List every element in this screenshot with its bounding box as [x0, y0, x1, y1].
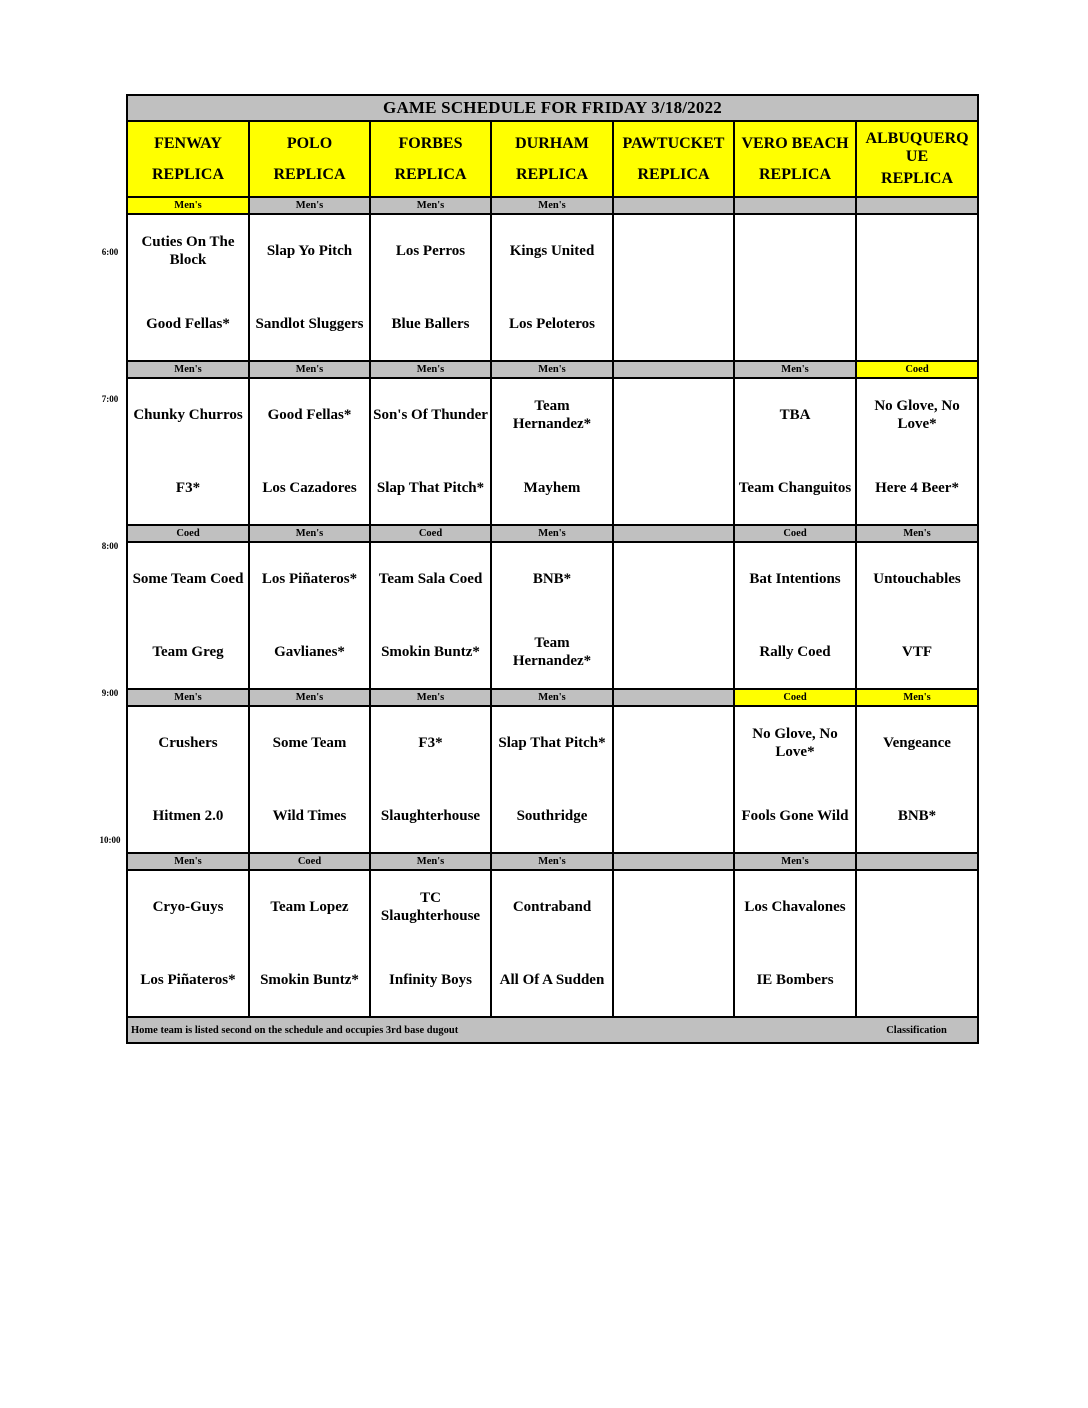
- classification-cell: Men's: [127, 689, 249, 706]
- visiting-team: Slap That Pitch*: [498, 735, 606, 752]
- footer-note: Home team is listed second on the schedule and occupies 3rd base dugout: [127, 1017, 856, 1043]
- game-cell: [491, 378, 613, 525]
- field-subtitle: REPLICA: [151, 166, 224, 183]
- home-team: Mayhem: [523, 479, 581, 496]
- classification-cell: [613, 361, 734, 378]
- visiting-team: Crushers: [158, 735, 218, 752]
- classification-cell: Men's: [127, 361, 249, 378]
- game-row: [127, 870, 978, 1017]
- home-team: Wild Times: [272, 807, 347, 824]
- game-cell: [249, 378, 370, 525]
- game-cell: [127, 542, 249, 689]
- game-cell: [249, 706, 370, 853]
- home-team: All Of A Sudden: [499, 971, 605, 988]
- classification-cell: Coed: [734, 525, 856, 542]
- classification-row: [127, 689, 978, 706]
- game-cell: [613, 542, 734, 689]
- home-team: Infinity Boys: [389, 971, 472, 988]
- visiting-team: BNB*: [532, 571, 572, 588]
- classification-cell: Men's: [856, 689, 978, 706]
- classification-cell: Men's: [127, 197, 249, 214]
- classification-cell: Men's: [370, 361, 491, 378]
- home-team: Gavlianes*: [274, 643, 345, 660]
- visiting-team: Untouchables: [873, 571, 961, 588]
- game-cell: [370, 870, 491, 1017]
- home-team: Smokin Buntz*: [260, 971, 359, 988]
- schedule-table: [126, 94, 979, 1044]
- schedule-title: GAME SCHEDULE FOR FRIDAY 3/18/2022: [127, 95, 978, 121]
- time-label: 8:00: [101, 541, 119, 551]
- field-header-row: [127, 121, 978, 197]
- game-cell: [127, 214, 249, 361]
- home-team: VTF: [902, 643, 933, 660]
- visiting-team: Contraband: [512, 899, 592, 916]
- classification-cell: Men's: [734, 853, 856, 870]
- visiting-team: [614, 543, 733, 616]
- classification-cell: Men's: [127, 853, 249, 870]
- field-name: VERO BEACH: [741, 134, 849, 152]
- game-cell: [491, 214, 613, 361]
- home-team: Los Peloteros: [509, 315, 595, 332]
- game-cell: [370, 542, 491, 689]
- game-cell: [734, 870, 856, 1017]
- classification-cell: Coed: [856, 361, 978, 378]
- classification-cell: Coed: [734, 689, 856, 706]
- classification-cell: Coed: [370, 525, 491, 542]
- home-team: [857, 288, 977, 361]
- home-team: Blue Ballers: [391, 315, 470, 332]
- home-team: [614, 780, 733, 853]
- classification-cell: Men's: [249, 689, 370, 706]
- visiting-team: Los Perros: [395, 243, 466, 260]
- visiting-team: No Glove, No Love*: [874, 398, 960, 433]
- game-row: [127, 378, 978, 525]
- game-cell: [249, 542, 370, 689]
- home-team: Fools Gone Wild: [741, 807, 849, 824]
- classification-cell: Men's: [734, 361, 856, 378]
- visiting-team: [614, 707, 733, 780]
- visiting-team: Some Team: [272, 735, 347, 752]
- game-cell: [856, 706, 978, 853]
- home-team: Hitmen 2.0: [152, 807, 224, 824]
- time-label: 10:00: [99, 835, 121, 845]
- visiting-team: [614, 215, 733, 288]
- visiting-team: Vengeance: [883, 735, 951, 752]
- time-label: 7:00: [101, 394, 119, 404]
- game-cell: [127, 706, 249, 853]
- home-team: BNB*: [897, 807, 937, 824]
- game-cell: [613, 706, 734, 853]
- field-subtitle: REPLICA: [273, 166, 346, 183]
- classification-cell: [856, 197, 978, 214]
- classification-cell: Men's: [370, 853, 491, 870]
- time-label: 6:00: [101, 247, 119, 257]
- home-team: Here 4 Beer*: [875, 479, 959, 496]
- classification-cell: Men's: [249, 525, 370, 542]
- visiting-team: F3*: [418, 735, 443, 752]
- game-row: [127, 214, 978, 361]
- visiting-team: [614, 379, 733, 452]
- home-team: [614, 944, 733, 1017]
- visiting-team: Team Hernandez*: [512, 398, 592, 433]
- game-cell: [613, 870, 734, 1017]
- classification-cell: Men's: [491, 197, 613, 214]
- home-team: [857, 944, 977, 1017]
- classification-cell: Men's: [249, 361, 370, 378]
- field-subtitle: REPLICA: [394, 166, 467, 183]
- game-cell: [491, 542, 613, 689]
- field-header-1: [249, 121, 370, 197]
- game-cell: [613, 378, 734, 525]
- game-cell: [856, 542, 978, 689]
- classification-cell: Men's: [491, 525, 613, 542]
- visiting-team: Slap Yo Pitch: [266, 243, 353, 260]
- visiting-team: [857, 871, 977, 944]
- classification-cell: Coed: [127, 525, 249, 542]
- visiting-team: TC Slaughterhouse: [380, 890, 481, 925]
- game-cell: [370, 706, 491, 853]
- game-cell: [249, 870, 370, 1017]
- classification-row: [127, 197, 978, 214]
- field-header-5: [734, 121, 856, 197]
- classification-row: [127, 525, 978, 542]
- field-header-2: [370, 121, 491, 197]
- field-name: PAWTUCKET: [622, 134, 725, 152]
- classification-cell: Men's: [491, 361, 613, 378]
- home-team: Los Piñateros*: [140, 971, 236, 988]
- visiting-team: Los Chavalones: [744, 899, 846, 916]
- home-team: Rally Coed: [759, 643, 831, 660]
- game-cell: [856, 214, 978, 361]
- home-team: Slap That Pitch*: [376, 479, 485, 496]
- visiting-team: Some Team Coed: [132, 571, 244, 588]
- classification-cell: Men's: [370, 197, 491, 214]
- game-cell: [856, 378, 978, 525]
- footer-classification: Classification: [856, 1017, 978, 1043]
- home-team: Good Fellas*: [146, 315, 230, 332]
- home-team: Smokin Buntz*: [381, 643, 480, 660]
- classification-cell: [734, 197, 856, 214]
- visiting-team: [735, 215, 855, 288]
- game-cell: [491, 706, 613, 853]
- classification-row: [127, 361, 978, 378]
- game-cell: [734, 378, 856, 525]
- game-cell: [370, 214, 491, 361]
- visiting-team: [857, 215, 977, 288]
- time-label: 9:00: [101, 688, 119, 698]
- game-cell: [370, 378, 491, 525]
- visiting-team: Los Piñateros*: [261, 571, 358, 588]
- field-subtitle: REPLICA: [881, 169, 954, 187]
- field-header-3: [491, 121, 613, 197]
- classification-cell: Men's: [249, 197, 370, 214]
- classification-cell: [613, 197, 734, 214]
- classification-cell: Men's: [370, 689, 491, 706]
- game-cell: [127, 870, 249, 1017]
- field-subtitle: REPLICA: [515, 166, 588, 183]
- field-name: DURHAM: [515, 134, 589, 152]
- home-team: IE Bombers: [756, 971, 834, 988]
- home-team: Team Changuitos: [738, 479, 852, 496]
- classification-cell: [613, 853, 734, 870]
- field-header-4: [613, 121, 734, 197]
- game-cell: [613, 214, 734, 361]
- visiting-team: No Glove, No Love*: [752, 726, 838, 761]
- visiting-team: Son's Of Thunder: [373, 407, 488, 424]
- field-name: FENWAY: [154, 134, 222, 152]
- visiting-team: Good Fellas*: [267, 407, 352, 424]
- game-cell: [491, 870, 613, 1017]
- game-cell: [734, 214, 856, 361]
- home-team: [614, 452, 733, 525]
- home-team: [735, 288, 855, 361]
- home-team: Team Hernandez*: [512, 634, 592, 669]
- visiting-team: Team Sala Coed: [378, 571, 483, 588]
- home-team: Los Cazadores: [262, 479, 357, 496]
- field-header-0: [127, 121, 249, 197]
- classification-cell: [856, 853, 978, 870]
- classification-cell: [613, 525, 734, 542]
- game-cell: [249, 214, 370, 361]
- classification-cell: [613, 689, 734, 706]
- footer-row: [127, 1017, 978, 1043]
- home-team: Team Greg: [152, 643, 224, 660]
- field-name: POLO: [286, 134, 333, 152]
- visiting-team: Bat Intentions: [749, 571, 841, 588]
- classification-cell: Men's: [491, 689, 613, 706]
- game-cell: [734, 706, 856, 853]
- classification-cell: Coed: [249, 853, 370, 870]
- game-row: [127, 706, 978, 853]
- visiting-team: Cryo-Guys: [152, 899, 224, 916]
- visiting-team: Cuties On The Block: [141, 234, 235, 269]
- game-cell: [127, 378, 249, 525]
- field-subtitle: REPLICA: [637, 166, 710, 183]
- visiting-team: TBA: [779, 407, 811, 424]
- home-team: F3*: [175, 479, 201, 496]
- classification-row: [127, 853, 978, 870]
- classification-cell: Men's: [491, 853, 613, 870]
- visiting-team: Kings United: [509, 243, 595, 260]
- visiting-team: [614, 871, 733, 944]
- game-row: [127, 542, 978, 689]
- field-name: ALBUQUERQUE: [865, 130, 969, 166]
- visiting-team: Team Lopez: [270, 899, 349, 916]
- field-subtitle: REPLICA: [758, 166, 831, 183]
- home-team: Southridge: [516, 807, 588, 824]
- field-header-6: [856, 121, 978, 197]
- home-team: [614, 288, 733, 361]
- visiting-team: Chunky Churros: [133, 407, 243, 424]
- game-cell: [856, 870, 978, 1017]
- game-cell: [734, 542, 856, 689]
- classification-cell: Men's: [856, 525, 978, 542]
- home-team: Sandlot Sluggers: [255, 315, 364, 332]
- home-team: [614, 616, 733, 689]
- home-team: Slaughterhouse: [380, 807, 481, 824]
- field-name: FORBES: [398, 134, 463, 152]
